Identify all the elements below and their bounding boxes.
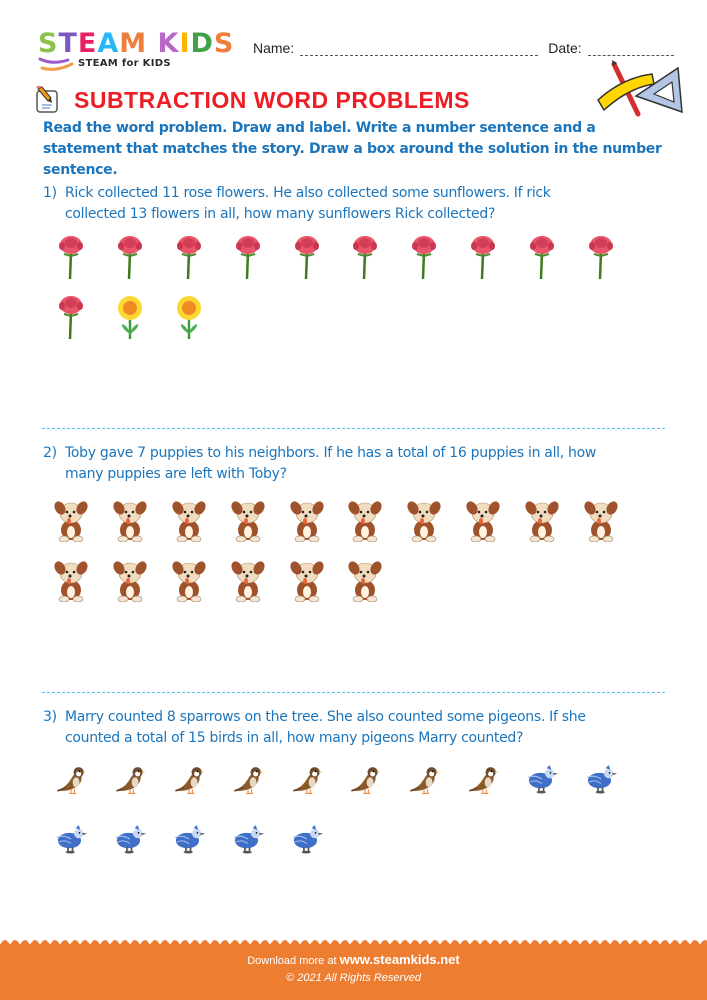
section-divider: [42, 692, 665, 693]
name-field[interactable]: [300, 44, 538, 56]
sparrow-icon: [42, 756, 101, 816]
rose-icon: [512, 234, 571, 294]
pigeon-icon: [42, 816, 101, 876]
rose-icon: [454, 234, 513, 294]
problem-text-line2: counted a total of 15 birds in all, how many pigeons Marry counted?: [65, 730, 524, 746]
puppy-icon: [336, 496, 395, 556]
pigeon-icon: [101, 816, 160, 876]
problem-number: 3): [43, 709, 57, 725]
puppy-icon: [218, 556, 277, 616]
rose-icon: [336, 234, 395, 294]
rose-icon: [42, 234, 101, 294]
date-field[interactable]: [588, 44, 674, 56]
problem-1-pictures: [42, 234, 642, 354]
sparrow-icon: [395, 756, 454, 816]
logo-letter: S: [38, 28, 59, 59]
puppy-icon: [277, 556, 336, 616]
puppy-icon: [336, 556, 395, 616]
section-divider: [42, 428, 665, 429]
rose-icon: [277, 234, 336, 294]
instructions: Read the word problem. Draw and label. Write a number sentence and a statement that matches the story. Draw a box around the solution in the number sentence.: [43, 120, 662, 178]
sunflower-icon: [101, 294, 160, 354]
puppy-icon: [512, 496, 571, 556]
problem-text-line2: collected 13 flowers in all, how many sunflowers Rick collected?: [65, 206, 496, 222]
sparrow-icon: [277, 756, 336, 816]
rose-icon: [395, 234, 454, 294]
footer-download: [0, 952, 707, 967]
pigeon-icon: [571, 756, 630, 816]
puppy-icon: [395, 496, 454, 556]
pencil-paper-icon: [34, 86, 62, 114]
website-link[interactable]: www.steamkids.net: [339, 952, 460, 967]
problem-3-pictures: [42, 756, 642, 876]
puppy-icon: [101, 496, 160, 556]
logo-title: [38, 30, 234, 58]
puppy-icon: [42, 496, 101, 556]
logo-letter: M: [119, 28, 148, 59]
pigeon-icon: [512, 756, 571, 816]
puppy-icon: [160, 556, 219, 616]
logo-letter: I: [179, 28, 191, 59]
puppy-icon: [160, 496, 219, 556]
rose-icon: [101, 234, 160, 294]
problem-text-line1: Marry counted 8 sparrows on the tree. She also counted some pigeons. If she: [65, 709, 586, 725]
steam-kids-logo: [38, 30, 238, 72]
problem-text-line2: many puppies are left with Toby?: [65, 466, 287, 482]
worksheet-title-row: [34, 86, 470, 114]
sunflower-icon: [160, 294, 219, 354]
sparrow-icon: [336, 756, 395, 816]
problem-number: 1): [43, 185, 57, 201]
puppy-icon: [571, 496, 630, 556]
pigeon-icon: [160, 816, 219, 876]
puppy-icon: [218, 496, 277, 556]
puppy-icon: [454, 496, 513, 556]
page-title: SUBTRACTION WORD PROBLEMS: [74, 86, 470, 113]
puppy-icon: [101, 556, 160, 616]
name-label: Name:: [253, 40, 295, 56]
puppy-icon: [277, 496, 336, 556]
problem-2-pictures: [42, 496, 642, 616]
footer: [0, 944, 707, 1000]
rose-icon: [571, 234, 630, 294]
download-text: Download more at: [247, 955, 337, 967]
rose-icon: [42, 294, 101, 354]
logo-letter: K: [157, 28, 180, 59]
problem-text-line1: Rick collected 11 rose flowers. He also collected some sunflowers. If rick: [65, 185, 551, 201]
logo-letter: E: [77, 28, 98, 59]
logo-subtitle: STEAM for KIDS: [78, 58, 171, 69]
copyright: © 2021 All Rights Reserved: [286, 972, 421, 984]
puppy-icon: [42, 556, 101, 616]
problem-number: 2): [43, 445, 57, 461]
sparrow-icon: [160, 756, 219, 816]
rose-icon: [218, 234, 277, 294]
sparrow-icon: [454, 756, 513, 816]
pigeon-icon: [277, 816, 336, 876]
logo-letter: S: [213, 28, 235, 59]
rose-icon: [160, 234, 219, 294]
problem-3: [43, 707, 673, 749]
logo-letter: D: [190, 28, 214, 59]
sparrow-icon: [101, 756, 160, 816]
scallop-border: [0, 937, 707, 945]
problem-2: [43, 443, 673, 485]
logo-swoosh-icon: [38, 56, 76, 74]
pigeon-icon: [218, 816, 277, 876]
logo-letter: A: [97, 28, 120, 59]
logo-letter: T: [58, 28, 78, 59]
date-label: Date:: [548, 40, 582, 56]
problem-1: [43, 183, 673, 225]
logo-letter: [147, 30, 157, 58]
ruler-pencil-triangle-icon: [592, 60, 692, 118]
problem-text-line1: Toby gave 7 puppies to his neighbors. If he has a total of 16 puppies in all, how: [65, 445, 597, 461]
sparrow-icon: [218, 756, 277, 816]
name-date-fields: [253, 40, 674, 56]
